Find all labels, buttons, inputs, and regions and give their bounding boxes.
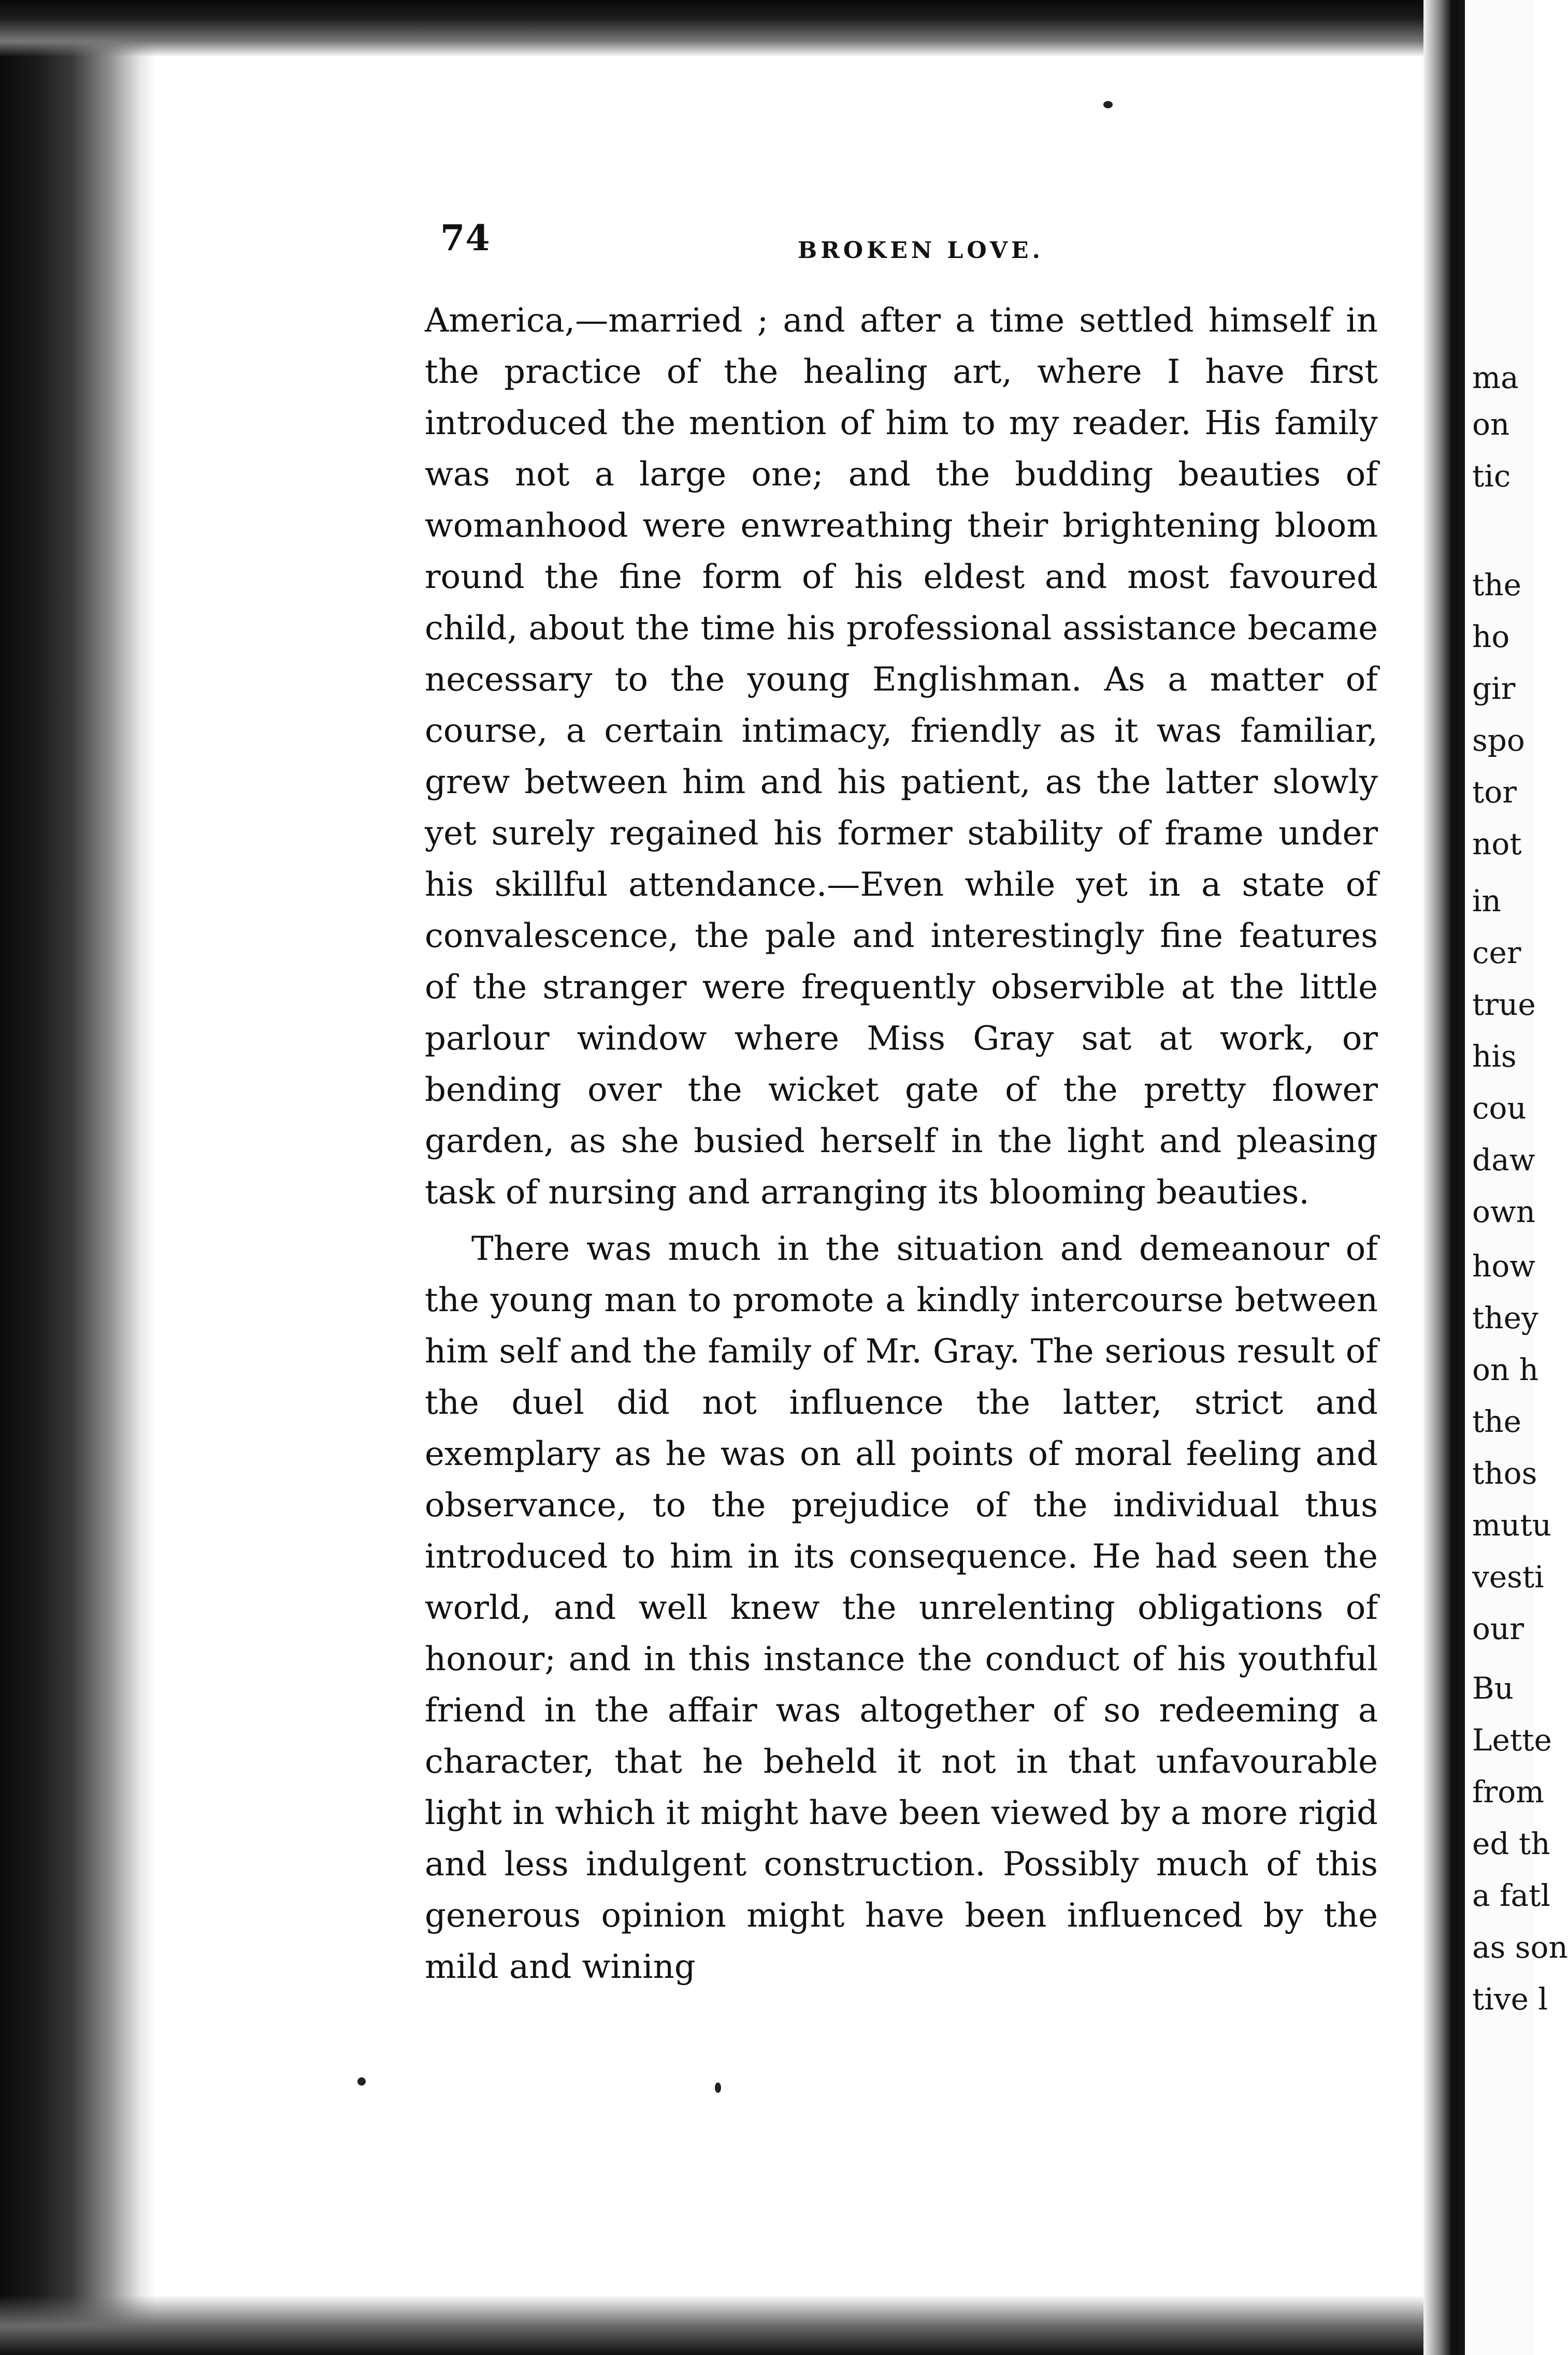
- facing-fragment: ed th: [1472, 1826, 1550, 1861]
- facing-fragment: the: [1472, 567, 1521, 602]
- running-head: [404, 218, 1409, 285]
- facing-fragment: not: [1472, 826, 1522, 861]
- facing-fragment: tic: [1472, 458, 1511, 494]
- facing-fragment: daw: [1472, 1142, 1535, 1178]
- facing-fragment: a fatl: [1472, 1878, 1550, 1913]
- facing-fragment: vesti: [1472, 1559, 1544, 1595]
- facing-fragment: they: [1472, 1300, 1538, 1336]
- page-number: 74: [440, 218, 491, 259]
- facing-page-edge: [1465, 0, 1568, 2355]
- scan-dark-bottom-edge: [0, 2295, 1534, 2355]
- ink-speck: [357, 2077, 366, 2086]
- facing-fragment: thos: [1472, 1456, 1537, 1491]
- scan-dark-top-edge: [0, 0, 1534, 57]
- facing-fragment: gir: [1472, 671, 1516, 706]
- facing-fragment: from: [1472, 1774, 1545, 1810]
- facing-fragment: spo: [1472, 723, 1525, 758]
- paragraph-1: America,—married ; and after a time settled himself in the practice of the healing art, where I have first introduced the mention of him to my reader. His family was not a large one; and the budding beauties of womanhood were enwreathing their brightening bloom round the fine form of his eldest and most favoured child, about the time his professional assistance became necessary to the young Englishman. As a matter of course, a certain intimacy, friendly as it was familiar, grew between him and his patient, as the latter slowly yet surely regained his former stability of frame under his skillful attendance.—Even while yet in a state of convalescence, the pale and interestingly fine features of the stranger were frequently observible at the little parlour window where Miss Gray sat at work, or bending over the wicket gate of the pretty flower garden, as she busied herself in the light and pleasing task of nursing and arranging its blooming beauties.: [425, 301, 1378, 1212]
- ink-speck: [715, 2083, 721, 2093]
- facing-fragment: on h: [1472, 1352, 1539, 1387]
- facing-fragment: Lette: [1472, 1722, 1552, 1758]
- book-gutter: [1423, 0, 1465, 2355]
- facing-fragment: cer: [1472, 935, 1521, 970]
- facing-fragment: own: [1472, 1194, 1535, 1229]
- facing-fragment: the: [1472, 1404, 1521, 1439]
- book-page-left: [404, 218, 1409, 2238]
- running-title: BROKEN LOVE.: [798, 237, 1044, 264]
- facing-fragment: ma: [1472, 360, 1519, 395]
- facing-fragment: our: [1472, 1611, 1524, 1646]
- body-text: [425, 295, 1378, 1993]
- facing-fragment: as son: [1472, 1930, 1568, 1965]
- facing-fragment: how: [1472, 1248, 1535, 1284]
- scan-dark-left-margin: [0, 0, 155, 2355]
- paragraph-2: There was much in the situation and demeanour of the young man to promote a kindly intercourse between him self and the family of Mr. Gray. The serious result of the duel did not influence the latter, strict and exemplary as he was on all points of moral feeling and observance, to the prejudice of the individual thus introduced to him in its consequence. He had seen the world, and well knew the unrelenting obligations of honour; and in this instance the conduct of his youthful friend in the affair was altogether of so redeeming a character, that he beheld it not in that unfavourable light in which it might have been viewed by a more rigid and less indulgent construction. Possibly much of this generous opinion might have been influenced by the mild and wining: [425, 1230, 1378, 1986]
- facing-fragment: true: [1472, 987, 1536, 1022]
- facing-fragment: his: [1472, 1039, 1517, 1074]
- facing-fragment: in: [1472, 883, 1501, 918]
- facing-fragment: Bu: [1472, 1671, 1514, 1706]
- ink-speck: [1103, 101, 1113, 108]
- facing-fragment: mutu: [1472, 1507, 1552, 1543]
- facing-fragment: cou: [1472, 1090, 1527, 1126]
- facing-fragment: on: [1472, 407, 1510, 442]
- facing-fragment: ho: [1472, 619, 1510, 654]
- facing-fragment: tive l: [1472, 1981, 1548, 2017]
- facing-fragment: tor: [1472, 774, 1517, 810]
